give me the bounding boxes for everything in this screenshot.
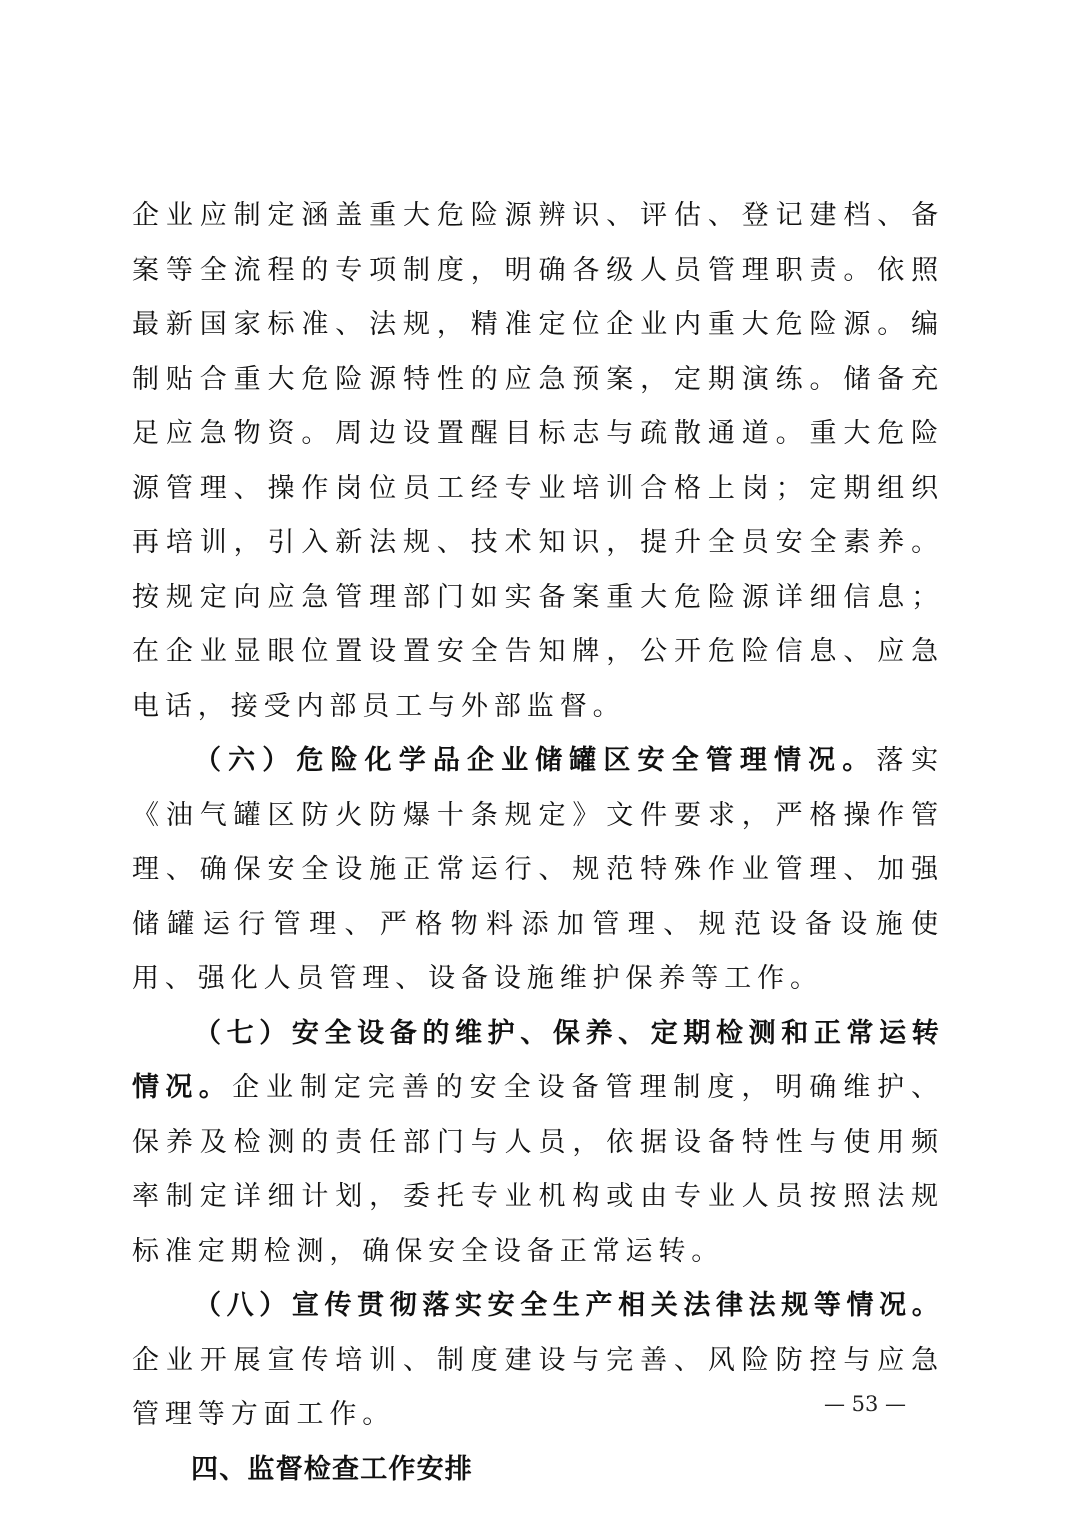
page-number: — 53 — [823, 1392, 907, 1416]
paragraph-hazard-source-management [132, 189, 944, 734]
paragraph-text: 企业开展宣传培训、制度建设与完善、风险防控与应急管理等方面工作。 [132, 1344, 944, 1430]
paragraph-text: 企业制定完善的安全设备管理制度，明确维护、保养及检测的责任部门与人员，依据设备特性与使用频率制定详细计划，委托专业机构或由专业人员按照法规标准定期检测，确保安全设备正常运转。 [132, 1072, 944, 1267]
paragraph-tank-area-safety [132, 734, 944, 1007]
section-heading: 四、监督检查工作安排 [191, 1453, 473, 1485]
paragraph-text: 落实《油气罐区防火防爆十条规定》文件要求，严格操作管理、确保安全设施正常运行、规范特殊作业管理、加强储罐运行管理、严格物料添加管理、规范设备设施使用、强化人员管理、设备设施维护保养等工作。 [132, 745, 944, 994]
paragraph-lead-heading: （七）安全设备的维护、保养、定期检测和正常运转情况。 [132, 1017, 944, 1103]
paragraph-safety-equipment [132, 1007, 944, 1280]
paragraph-lead-heading: （六）危险化学品企业储罐区安全管理情况。 [194, 745, 877, 776]
paragraph-lead-heading: （八）宣传贯彻落实安全生产相关法律法规等情况。 [194, 1290, 944, 1321]
paragraph-text: 企业应制定涵盖重大危险源辨识、评估、登记建档、备案等全流程的专项制度，明确各级人员管理职责。依照最新国家标准、法规，精准定位企业内重大危险源。编制贴合重大危险源特性的应急预案，定期演练。储备充足应急物资。周边设置醒目标志与疏散通道。重大危险源管理、操作岗位员工经专业培训合格上岗；定期组织再培训，引入新法规、技术知识，提升全员安全素养。按规定向应急管理部门如实备案重大危险源详细信息；在企业显眼位置设置安全告知牌，公开危险信息、应急电话，接受内部员工与外部监督。 [132, 200, 944, 722]
document-body [132, 189, 944, 1497]
